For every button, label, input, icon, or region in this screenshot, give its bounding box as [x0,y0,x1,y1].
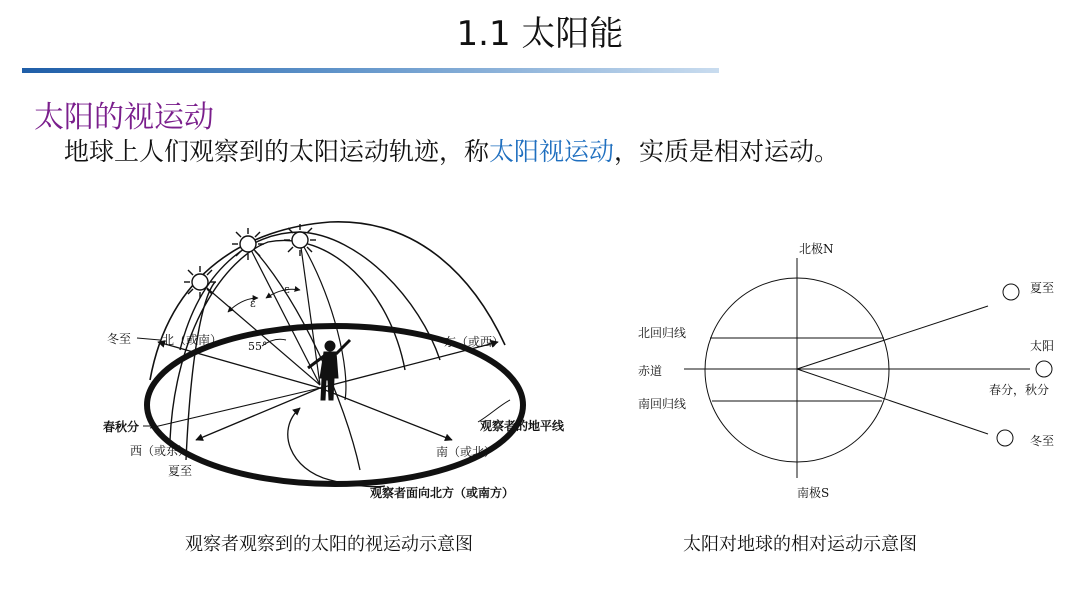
label-tropic-cancer: 北回归线 [638,326,687,340]
label-tropic-capricorn: 南回归线 [638,397,687,411]
observer-facing-curve [288,408,385,487]
sun-winter-icon [997,430,1013,446]
label-winter: 冬至 [107,332,132,346]
label-summer-solstice: 夏至 [1030,281,1055,295]
sun-ray-3 [300,240,320,385]
sun-icon-3 [284,224,316,256]
slide-title: 1.1 太阳能 [456,14,624,54]
sun-icon-2 [232,228,264,260]
label-epsilon-2: ε [284,283,290,296]
arrow-west [196,388,320,440]
label-north-pole: 北极N [799,242,834,256]
left-figure-caption: 观察者观察到的太阳的视运动示意图 [185,534,473,555]
label-north: 北（或南） [162,333,223,347]
section-heading: 太阳的视运动 [34,100,214,135]
label-equinox: 春分，秋分 [989,383,1050,397]
label-west: 西（或东） [130,444,191,458]
label-south-pole: 南极S [797,486,830,500]
label-winter-solstice: 冬至 [1030,434,1055,448]
arrow-north [158,342,320,388]
label-epsilon-1: ε [250,297,256,310]
label-horizon: 观察者的地平线 [480,419,565,433]
sun-ray-2 [248,244,320,385]
right-figure [684,258,1055,478]
arrow-south [320,388,452,440]
intro-text-before: 地球上人们观察到的太阳运动轨迹，称 [64,137,490,166]
epsilon-arc-2 [266,289,300,298]
sun-equinox-icon [1036,361,1052,377]
label-equator: 赤道 [638,364,663,378]
leader-winter [137,338,160,340]
label-south: 南（或北） [436,445,497,459]
sun-icon-1 [184,266,216,298]
intro-highlight: 太阳视运动 [489,137,615,166]
label-spring-autumn: 春秋分 [103,420,140,434]
label-east: 东（或西） [444,335,505,349]
intro-text-after: ，实质是相对运动。 [614,137,840,166]
label-summer: 夏至 [168,464,193,478]
label-observer-facing: 观察者面向北方（或南方） [370,486,515,500]
label-sun: 太阳 [1030,339,1055,353]
right-figure-caption: 太阳对地球的相对运动示意图 [683,534,917,555]
sun-summer-icon [1003,284,1019,300]
label-angle-55: 55° [248,340,268,353]
